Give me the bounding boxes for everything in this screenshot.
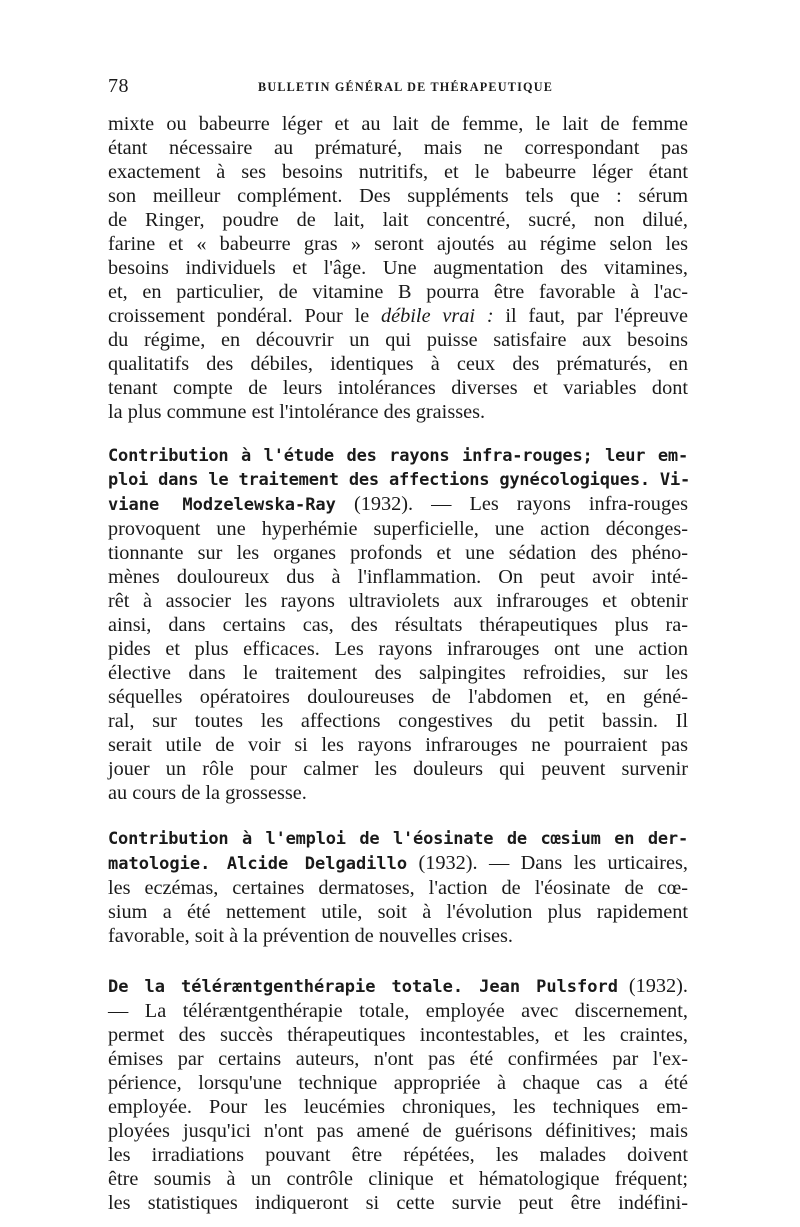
text-line: séquelles opératoires douloureuses de l'abdomen et, en géné-	[108, 686, 688, 708]
text-line: les eczémas, certaines dermatoses, l'action de l'éosinate de cœ-	[108, 877, 688, 899]
text-line: — La téléræntgenthérapie totale, employée avec discernement,	[108, 1000, 688, 1022]
text-line: sium a été nettement utile, soit à l'évolution plus rapidement	[108, 901, 688, 923]
text-line: périence, lorsqu'une technique appropriée à chaque cas a été	[108, 1072, 688, 1094]
text-line: permet des succès thérapeutiques incontestables, et les craintes,	[108, 1024, 688, 1046]
abstract-title-line-mixed	[108, 851, 688, 876]
abstract-title-line-mixed	[108, 492, 688, 517]
running-head	[108, 70, 688, 106]
text-line: ainsi, dans certains cas, des résultats thérapeutiques plus ra-	[108, 614, 688, 636]
text-line: la plus commune est l'intolérance des graisses.	[108, 401, 486, 423]
abstract-title-line: ploi dans le traitement des affections gynécologiques. Vi-	[108, 470, 691, 490]
abstract-eosinate	[108, 827, 688, 948]
text-line: mixte ou babeurre léger et au lait de femme, le lait de femme	[108, 113, 688, 135]
text-segment: (1932).	[617, 975, 688, 997]
journal-title: BULLETIN GÉNÉRAL DE THÉRAPEUTIQUE	[258, 80, 554, 94]
author-name: matologie. Alcide Delgadillo	[108, 854, 408, 874]
text-line: émises par certains auteurs, n'ont pas été confirmées par l'ex-	[108, 1048, 688, 1070]
abstract-teleroentgen	[108, 974, 688, 1215]
page	[108, 70, 691, 1215]
abstract-title-line: Contribution à l'emploi de l'éosinate de cœsium en der-	[108, 829, 688, 849]
text-line: pides et plus efficaces. Les rayons infrarouges ont une action	[108, 638, 688, 660]
abstract-infrared	[108, 444, 691, 805]
paragraph-gap	[108, 948, 688, 972]
text-line: ployées jusqu'ici n'ont pas amené de guérisons définitives; mais	[108, 1120, 688, 1142]
page-number: 78	[108, 75, 129, 97]
text-segment: (1932). — Les rayons infra-rouges	[335, 493, 688, 515]
text-line-mixed	[108, 304, 688, 328]
text-line: rêt à associer les rayons ultraviolets aux infrarouges et obtenir	[108, 590, 688, 612]
text-line: tenant compte de leurs intolérances diverses et variables dont	[108, 377, 688, 399]
text-line: et, en particulier, de vitamine B pourra être favorable à l'ac-	[108, 281, 688, 303]
text-line: exactement à ses besoins nutritifs, et le babeurre léger étant	[108, 161, 688, 183]
abstract-title-line-mixed	[108, 974, 688, 999]
text-line: employée. Pour les leucémies chroniques, les techniques em-	[108, 1096, 688, 1118]
text-line: du régime, en découvrir un qui puisse satisfaire aux besoins	[108, 329, 688, 351]
text-line: être soumis à un contrôle clinique et hématologique fréquent;	[108, 1168, 688, 1190]
text-segment: il faut, par l'épreuve	[493, 305, 688, 327]
text-line: de Ringer, poudre de lait, lait concentré, sucré, non dilué,	[108, 209, 688, 231]
text-line: provoquent une hyperhémie superficielle, une action déconges-	[108, 518, 688, 540]
text-line: élective dans le traitement des salpingites refroidies, sur les	[108, 662, 688, 684]
text-line: serait utile de voir si les rayons infrarouges ne pourraient pas	[108, 734, 688, 756]
author-name: De la téléræntgenthérapie totale. Jean Pulsford	[108, 977, 618, 997]
text-line: mènes douloureux dus à l'inflammation. On peut avoir inté-	[108, 566, 688, 588]
paragraph-gap	[108, 805, 688, 829]
text-line: les irradiations pouvant être répétées, les malades doivent	[108, 1144, 688, 1166]
text-line: étant nécessaire au prématuré, mais ne correspondant pas	[108, 137, 688, 159]
italic-term: débile vrai :	[381, 305, 494, 327]
author-name: viane Modzelewska-Ray	[108, 495, 336, 515]
paragraph-continuation	[108, 112, 688, 424]
text-line: farine et « babeurre gras » seront ajoutés au régime selon les	[108, 233, 688, 255]
text-line: besoins individuels et l'âge. Une augmentation des vitamines,	[108, 257, 688, 279]
text-line: favorable, soit à la prévention de nouvelles crises.	[108, 925, 513, 947]
text-line: au cours de la grossesse.	[108, 782, 307, 804]
text-line: qualitatifs des débiles, identiques à ceux des prématurés, en	[108, 353, 688, 375]
text-segment: (1932). — Dans les urticaires,	[407, 852, 688, 874]
text-segment: croissement pondéral. Pour le	[108, 305, 382, 327]
text-line: jouer un rôle pour calmer les douleurs qui peuvent survenir	[108, 758, 688, 780]
text-line: tionnante sur les organes profonds et une sédation des phéno-	[108, 542, 688, 564]
text-line: les statistiques indiqueront si cette survie peut être indéfini-	[108, 1192, 688, 1214]
abstract-title-line: Contribution à l'étude des rayons infra-rouges; leur em-	[108, 446, 688, 466]
text-line: ral, sur toutes les affections congestives du petit bassin. Il	[108, 710, 688, 732]
text-line: son meilleur complément. Des suppléments tels que : sérum	[108, 185, 688, 207]
article-body	[108, 112, 691, 1215]
